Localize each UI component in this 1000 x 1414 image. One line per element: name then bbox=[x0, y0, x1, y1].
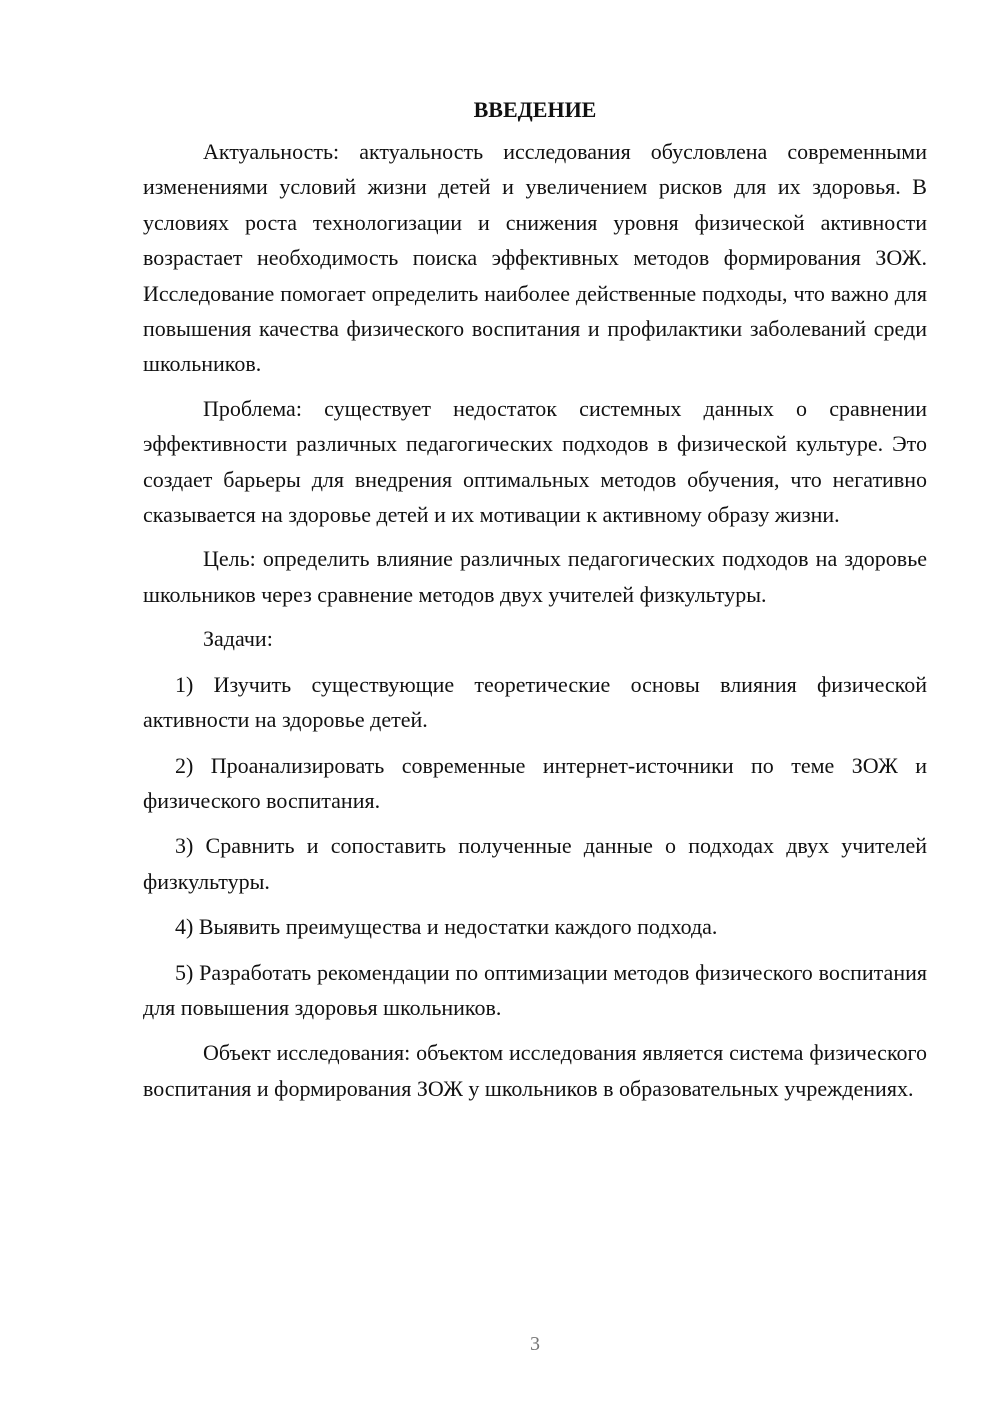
task-item-4: 4) Выявить преимущества и недостатки каждого подхода. bbox=[175, 914, 718, 940]
task-item-2: 2) Проанализировать современные интернет-источники по теме ЗОЖ и физического воспитания. bbox=[143, 752, 927, 813]
paragraph-goal: Цель: определить влияние различных педагогических подходов на здоровье школьников через сравнение методов двух учителей физкультуры. bbox=[143, 546, 927, 607]
page-number: 3 bbox=[530, 1333, 540, 1355]
tasks-label: Задачи: bbox=[203, 626, 273, 652]
paragraph-object: Объект исследования: объектом исследования является система физического воспитания и формирования ЗОЖ у школьников в образовательных учреждениях. bbox=[143, 1040, 927, 1101]
paragraph-problem: Проблема: существует недостаток системных данных о сравнении эффективности различных педагогических подходов в физической культуре. Это создает барьеры для внедрения оптимальных методов обучения, что негативно сказывается на здоровье детей и их мотивации к активному образу жизни. bbox=[143, 395, 927, 528]
task-item-5: 5) Разработать рекомендации по оптимизации методов физического воспитания для повышения здоровья школьников. bbox=[143, 959, 927, 1020]
paragraph-relevance: Актуальность: актуальность исследования обусловлена современными изменениями условий жизни детей и увеличением рисков для их здоровья. В условиях роста технологизации и снижения уровня физической активности возрастает необходимость поиска эффективных методов формирования ЗОЖ. Исследование помогает определить наиболее действенные подходы, что важно для повышения качества физического воспитания и профилактики заболеваний среди школьников. bbox=[143, 139, 927, 377]
task-item-1: 1) Изучить существующие теоретические основы влияния физической активности на здоровье детей. bbox=[143, 671, 927, 733]
section-title: ВВЕДЕНИЕ bbox=[473, 97, 597, 122]
document-page bbox=[143, 92, 927, 1115]
task-item-3: 3) Сравнить и сопоставить полученные данные о подходах двух учителей физкультуры. bbox=[143, 833, 927, 894]
